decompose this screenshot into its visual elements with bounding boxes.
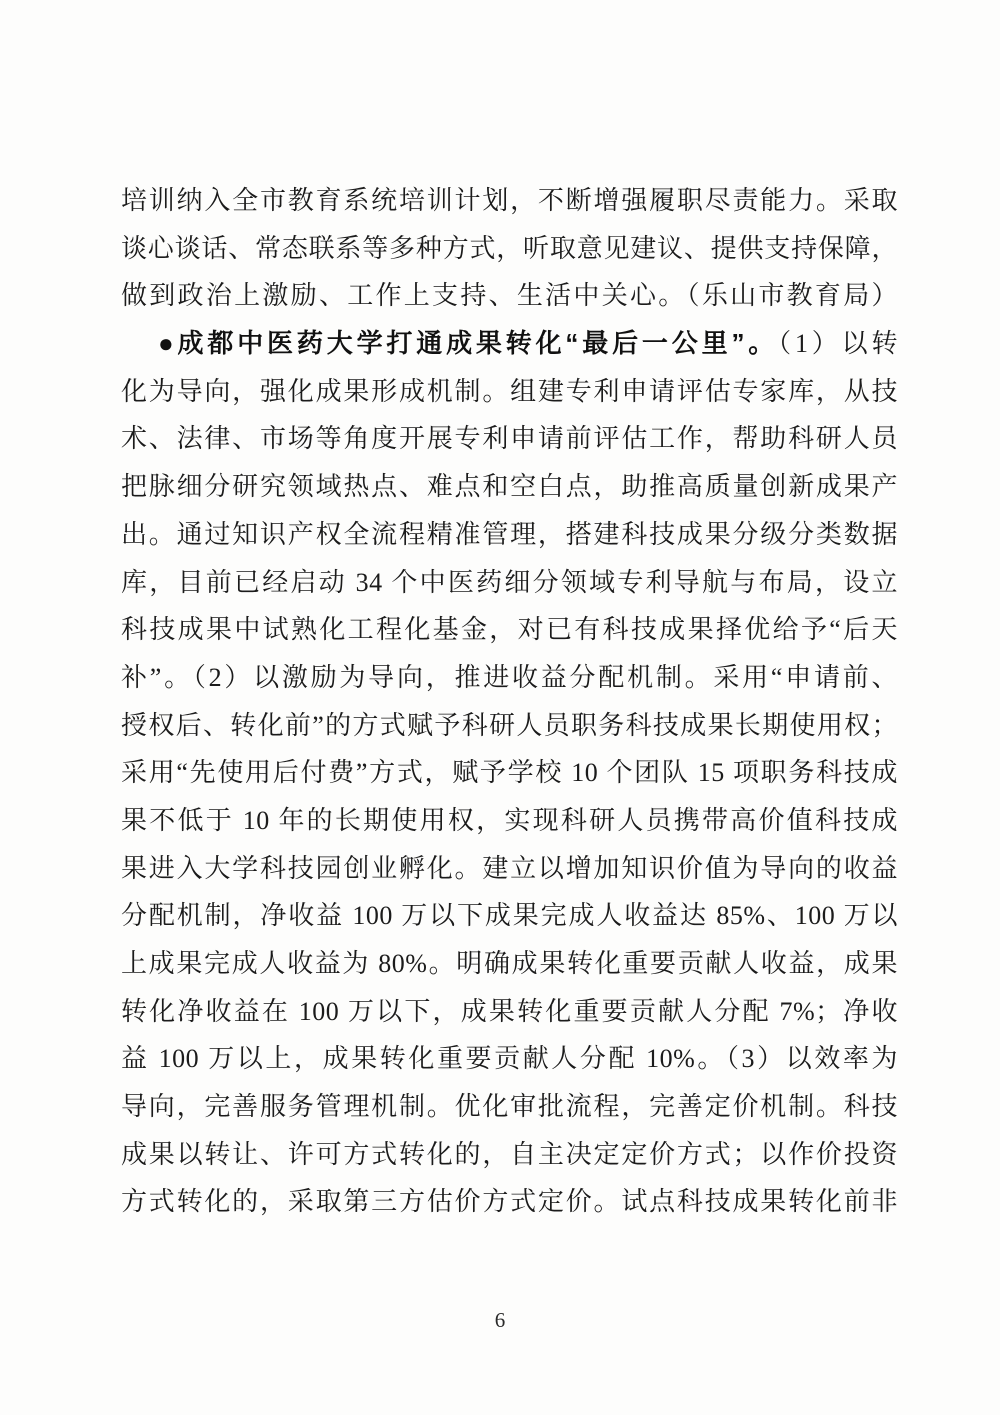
body-text: 科技成果中试熟化工程化基金，对已有科技成果择优给予“后天 [121,615,898,645]
page-number: 6 [494,1308,506,1332]
page-footer [0,1308,1000,1333]
body-text: 上成果完成人收益为 80%。明确成果转化重要贡献人收益，成果 [121,949,898,978]
body-text: 转化净收益在 100 万以下，成果转化重要贡献人分配 7%；净收 [121,996,898,1026]
text-line [121,702,898,750]
text-line [121,320,898,368]
body-text: 做到政治上激励、工作上支持、生活中关心。（乐山市教育局） [121,281,898,311]
body-text: 果进入大学科技园创业孵化。建立以增加知识价值为导向的收益 [121,853,898,883]
body-text: 采用“先使用后付费”方式，赋予学校 10 个团队 15 项职务科技成 [121,758,898,788]
bold-heading-text: ●成都中医药大学打通成果转化“最后一公里”。 [158,328,779,359]
body-text: 培训纳入全市教育系统培训计划，不断增强履职尽责能力。采取 [121,186,898,215]
text-line [121,559,898,607]
text-line [121,1035,898,1083]
body-text: 益 100 万以上，成果转化重要贡献人分配 10%。（3）以效率为 [121,1044,898,1074]
text-line [121,606,898,654]
text-line [121,177,898,225]
text-line [121,1083,898,1131]
text-line [121,225,898,273]
body-text: 方式转化的，采取第三方估价方式定价。试点科技成果转化前非 [121,1187,898,1217]
body-text: 库，目前已经启动 34 个中医药细分领域专利导航与布局，设立 [121,567,898,597]
text-line [121,368,898,416]
text-line [121,1131,898,1179]
text-line [121,272,898,320]
text-line [121,654,898,702]
body-text: 化为导向，强化成果形成机制。组建专利申请评估专家库，从技 [121,376,898,406]
body-text: 授权后、转化前”的方式赋予科研人员职务科技成果长期使用权； [121,710,898,740]
text-line [121,463,898,511]
body-text: 分配机制，净收益 100 万以下成果完成人收益达 85%、100 万以 [121,901,898,931]
text-line [121,940,898,988]
text-line [121,415,898,463]
body-text: 果不低于 10 年的长期使用权，实现科研人员携带高价值科技成 [121,805,898,835]
text-line [121,988,898,1036]
text-line [121,845,898,893]
text-line [121,511,898,559]
body-text: 成果以转让、许可方式转化的，自主决定定价方式；以作价投资 [121,1139,898,1169]
body-text: 导向，完善服务管理机制。优化审批流程，完善定价机制。科技 [121,1092,898,1122]
body-text: 谈心谈话、常态联系等多种方式，听取意见建议、提供支持保障， [121,233,898,263]
text-line [121,749,898,797]
body-text: 出。通过知识产权全流程精准管理，搭建科技成果分级分类数据 [121,519,898,549]
text-line [121,892,898,940]
body-text: （1）以转 [778,329,898,359]
document-body [121,177,898,1226]
body-text: 术、法律、市场等角度开展专利申请前评估工作，帮助科研人员 [121,424,898,454]
body-text: 补”。（2）以激励为导向，推进收益分配机制。采用“申请前、 [121,662,898,692]
text-line [121,1178,898,1226]
text-line [121,797,898,845]
body-text: 把脉细分研究领域热点、难点和空白点，助推高质量创新成果产 [121,472,898,502]
